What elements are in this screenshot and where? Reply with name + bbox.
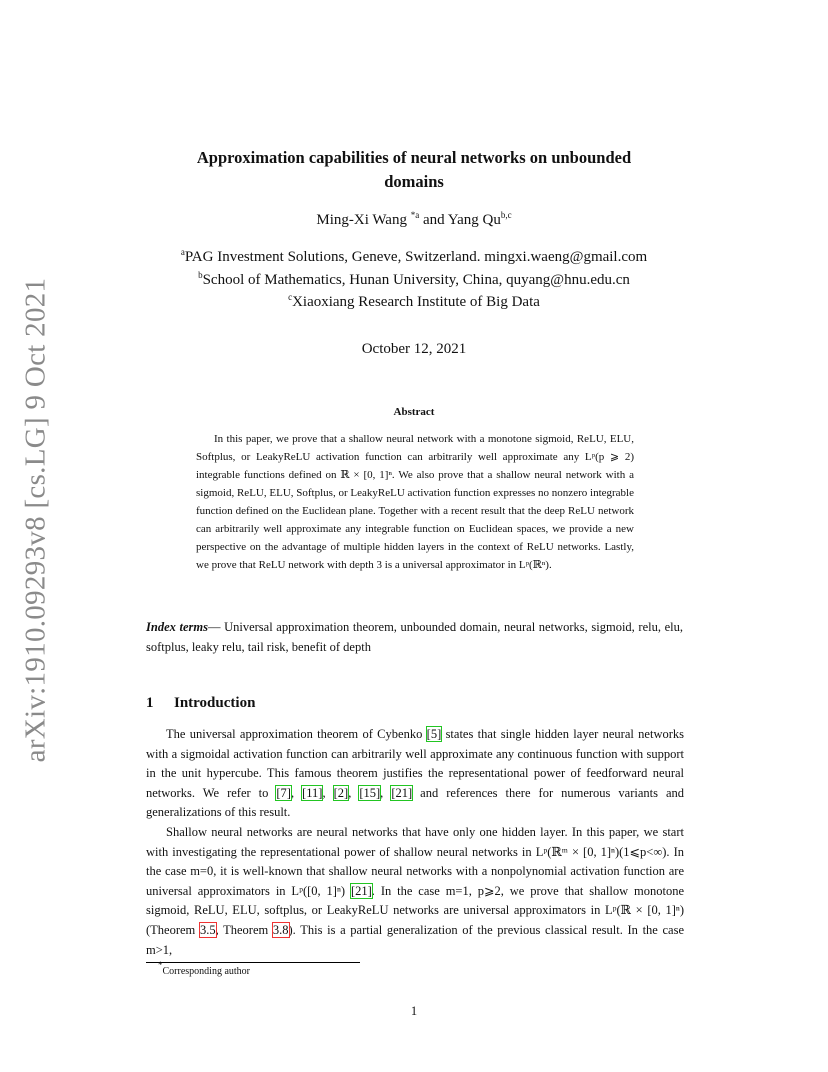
author-2: and Yang Qu — [419, 212, 501, 228]
separator: , — [380, 785, 392, 800]
index-terms — [146, 617, 683, 657]
author-1-marks: *a — [410, 210, 420, 220]
author-line — [150, 212, 678, 229]
author-2-marks: b,c — [500, 210, 512, 220]
affiliation-b-text: School of Mathematics, Hunan University, China, quyang@hnu.edu.cn — [202, 272, 630, 288]
affiliation-b — [120, 272, 708, 289]
paper-title — [150, 146, 678, 194]
intro-paragraph-1 — [146, 725, 684, 823]
arxiv-identifier: arXiv:1910.09293v8 [cs.LG] 9 Oct 2021 — [19, 277, 52, 763]
affiliation-a — [120, 249, 708, 266]
index-terms-text: — Universal approximation theorem, unbounded domain, neural networks, sigmoid, relu, elu, softplus, leaky relu, tail risk, benefit of depth — [146, 620, 683, 654]
intro-text: Shallow neural networks are neural networks that have only one hidden layer. In this paper, we start with investigating the representational power of shallow neural networks in Lᵖ(ℝᵐ × [0, 1]ⁿ)(1⩽p<∞). In the case m=0, it is well-known that shallow neural networks with a nonpolynomial activation function are universal approximators in Lᵖ([0, 1]ⁿ) — [146, 824, 684, 898]
intro-text: , Theorem — [215, 922, 273, 937]
section-title: Introduction — [174, 695, 256, 711]
section-number: 1 — [146, 695, 154, 711]
index-terms-label: Index terms — [146, 620, 208, 634]
citation-link-21b[interactable]: [21] — [350, 883, 372, 898]
affiliation-c — [120, 294, 708, 311]
citation-link-7[interactable]: [7] — [276, 785, 291, 800]
title-line-2: domains — [384, 172, 444, 191]
introduction-body — [146, 725, 684, 960]
abstract-heading: Abstract — [393, 406, 435, 418]
separator: , — [348, 785, 360, 800]
affiliation-b-mark: b — [198, 270, 203, 280]
intro-text: states that single hidden layer neural networks with a sigmoidal activation function can arbitrarily well approximate any continuous function with support in the unit hypercube. This famous theorem justifies the representational power of feedforward neural networks. We refer to — [146, 727, 684, 800]
footnote — [158, 960, 250, 977]
separator: , — [290, 785, 303, 800]
page-number: 1 — [410, 1004, 418, 1018]
separator: , — [322, 785, 334, 800]
title-line-1: Approximation capabilities of neural networks on unbounded — [196, 148, 632, 167]
affiliation-a-mark: a — [180, 247, 185, 257]
theorem-link-3-8[interactable]: 3.8 — [272, 922, 289, 937]
citation-link-15[interactable]: [15] — [359, 785, 381, 800]
footnote-mark: * — [158, 960, 163, 970]
paper-date: October 12, 2021 — [361, 341, 467, 357]
affiliation-a-text: PAG Investment Solutions, Geneve, Switzerland. mingxi.waeng@gmail.com — [184, 249, 648, 265]
footnote-rule — [146, 962, 360, 963]
intro-text: The universal approximation theorem of Cybenko — [166, 727, 427, 741]
author-1: Ming-Xi Wang — [316, 212, 411, 228]
affiliation-c-mark: c — [288, 292, 293, 302]
intro-paragraph-2 — [146, 823, 684, 960]
intro-text: ). This is a partial generalization of the previous classical result. In the case m>1, — [146, 922, 684, 957]
affiliation-c-text: Xiaoxiang Research Institute of Big Data — [292, 294, 540, 310]
citation-link-5[interactable]: [5] — [426, 727, 442, 741]
abstract-text: In this paper, we prove that a shallow neural network with a monotone sigmoid, ReLU, ELU, Softplus, or LeakyReLU activation function can arbitrarily well approximate any Lᵖ(p ⩾ 2) integrable functions defined on ℝ × [0, 1]ⁿ. We also prove that a shallow neural network with a sigmoid, ReLU, ELU, Softplus, or LeakyReLU activation function expresses no nonzero integrable function defined on the Euclidean plane. Together with a recent result that the deep ReLU network can arbitrarily well approximate any integrable function on Euclidean spaces, we provide a new perspective on the advantage of multiple hidden layers in the context of ReLU networks. Lastly, we prove that ReLU network with depth 3 is a universal approximator in Lᵖ(ℝⁿ). — [196, 433, 634, 571]
theorem-link-3-5[interactable]: 3.5 — [199, 922, 216, 937]
section-heading — [146, 695, 255, 712]
citation-link-11[interactable]: [11] — [302, 785, 323, 800]
citation-link-21[interactable]: [21] — [391, 785, 413, 800]
footnote-text: Corresponding author — [162, 966, 250, 977]
intro-text: and references there for numerous variants and generalizations of this result. — [146, 785, 685, 820]
abstract-body — [196, 430, 634, 574]
intro-text: . In the case m=1, p⩾2, we prove that shallow monotone sigmoid, ReLU, ELU, softplus, or LeakyReLU networks are universal approximators in Lᵖ(ℝ × [0, 1]ⁿ) (Theorem — [146, 883, 684, 937]
citation-link-2[interactable]: [2] — [333, 785, 349, 800]
